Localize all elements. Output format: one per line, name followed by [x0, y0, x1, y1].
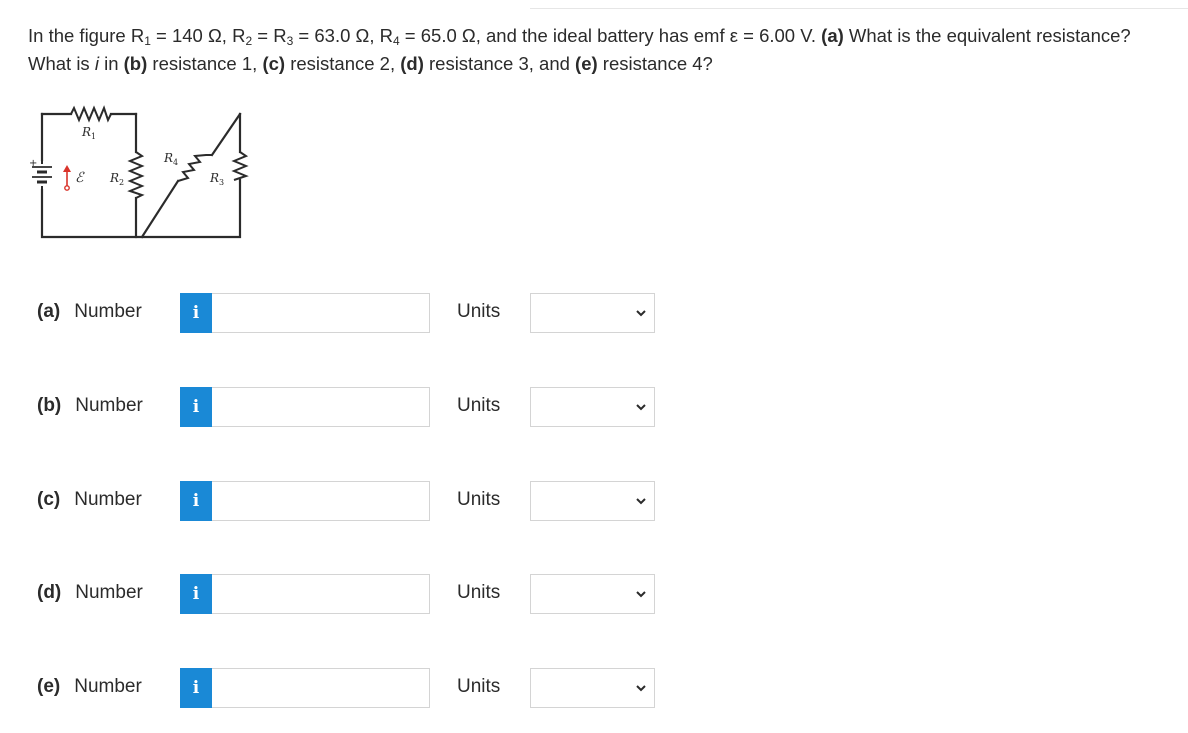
question-segment: = 140 Ω, R [150, 25, 246, 46]
current-symbol: i [94, 53, 99, 74]
number-input-d[interactable] [212, 574, 430, 614]
r2-label-sub: 2 [119, 178, 125, 187]
r4-label-sub: 4 [173, 158, 179, 167]
number-label: Number [74, 676, 142, 697]
chevron-down-icon [634, 399, 648, 415]
number-label: Number [75, 582, 143, 603]
question-segment: resistance 1, [147, 53, 263, 74]
question-segment: What is the equivalent resistance? [843, 25, 1131, 46]
info-button[interactable]: i [180, 574, 212, 614]
question-segment: in [98, 53, 124, 74]
resistor-r2 [130, 152, 142, 198]
number-label: Number [75, 395, 143, 416]
emf-symbol: ℰ [75, 170, 84, 186]
r2-label [109, 171, 124, 187]
r4-label [163, 151, 178, 167]
part-c-label: (c) [262, 53, 286, 74]
diagonal-wire-lower [142, 181, 178, 237]
resistor-r4 [178, 155, 212, 181]
question-segment: What is [28, 53, 95, 74]
units-label: Units [457, 301, 501, 322]
answer-label-c [37, 489, 142, 511]
units-select-e[interactable] [530, 668, 655, 708]
info-button[interactable]: i [180, 668, 212, 708]
question-segment: In the figure R [28, 25, 145, 46]
subscript: 1 [144, 34, 151, 48]
part-b-label: (b) [123, 53, 148, 74]
diagonal-wire-upper [212, 114, 240, 155]
battery-plus-sign: + [29, 158, 38, 169]
answer-label-e [37, 676, 142, 698]
units-label: Units [457, 582, 501, 603]
info-button[interactable]: i [180, 387, 212, 427]
part-label: (c) [37, 489, 61, 510]
number-label: Number [74, 301, 142, 322]
number-input-e[interactable] [212, 668, 430, 708]
number-input-b[interactable] [212, 387, 430, 427]
units-label: Units [457, 395, 501, 416]
chevron-down-icon [634, 493, 648, 509]
units-select-a[interactable] [530, 293, 655, 333]
subscript: 4 [392, 34, 400, 48]
r3-label-text: R [210, 171, 220, 185]
units-label: Units [457, 676, 501, 697]
r1-label-sub: 1 [91, 132, 97, 141]
r1-label [81, 125, 96, 141]
number-input-a[interactable] [212, 293, 430, 333]
part-label: (b) [37, 395, 62, 416]
units-select-b[interactable] [530, 387, 655, 427]
r1-label-text: R [82, 125, 92, 139]
resistor-r1 [71, 108, 111, 120]
circuit-diagram [26, 98, 258, 244]
answer-label-a [37, 301, 142, 323]
info-button[interactable]: i [180, 293, 212, 333]
question-segment: = R [252, 25, 287, 46]
chevron-down-icon [634, 586, 648, 602]
chevron-down-icon [634, 680, 648, 696]
top-divider [530, 8, 1188, 9]
part-d-label: (d) [400, 53, 424, 74]
part-e-label: (e) [575, 53, 598, 74]
question-segment: = 63.0 Ω, R [293, 25, 393, 46]
emf-arrow-icon [63, 165, 71, 190]
part-label: (a) [37, 301, 61, 322]
answer-label-d [37, 582, 143, 604]
question-text [28, 22, 1178, 78]
resistor-r3 [234, 152, 246, 180]
part-a-label: (a) [821, 25, 844, 46]
question-segment: = 65.0 Ω, and the ideal battery has emf ε = 6.00 V. [399, 25, 822, 46]
units-select-c[interactable] [530, 481, 655, 521]
info-button[interactable]: i [180, 481, 212, 521]
r2-label-text: R [110, 171, 120, 185]
answer-label-b [37, 395, 143, 417]
question-segment: resistance 2, [285, 53, 401, 74]
part-label: (d) [37, 582, 62, 603]
part-label: (e) [37, 676, 61, 697]
number-label: Number [74, 489, 142, 510]
subscript: 2 [245, 34, 253, 48]
chevron-down-icon [634, 305, 648, 321]
units-select-d[interactable] [530, 574, 655, 614]
r3-label-sub: 3 [219, 178, 225, 187]
number-input-c[interactable] [212, 481, 430, 521]
question-segment: resistance 4? [597, 53, 713, 74]
units-label: Units [457, 489, 501, 510]
subscript: 3 [286, 34, 294, 48]
r4-label-text: R [164, 151, 174, 165]
r3-label [209, 171, 224, 187]
question-segment: resistance 3, and [423, 53, 576, 74]
